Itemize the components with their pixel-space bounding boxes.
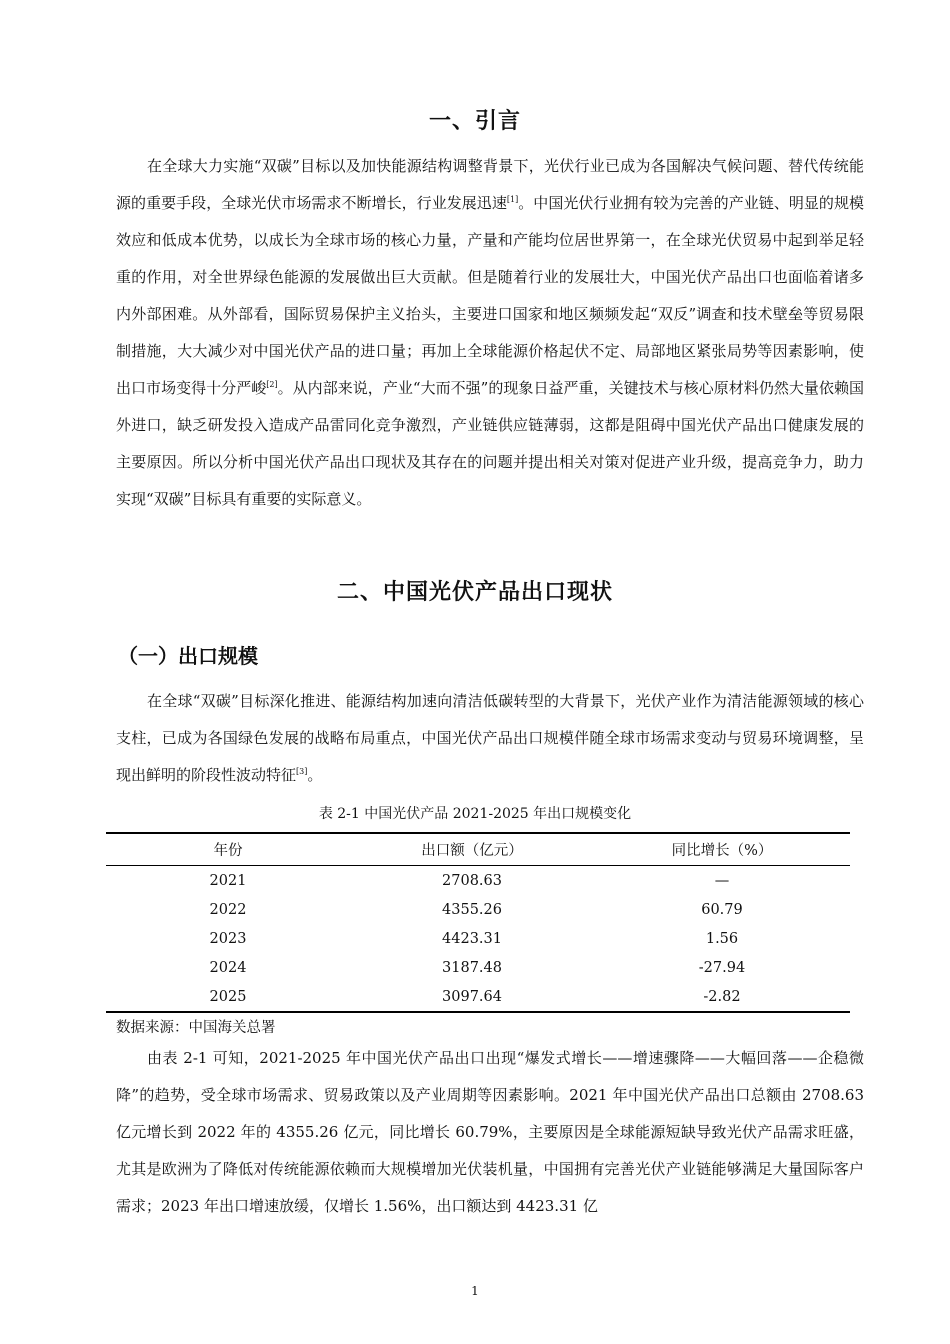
table-data-source: 数据来源：中国海关总署 [116, 1020, 276, 1036]
cell-year: 2021 [209, 872, 247, 889]
export-scale-text: 在全球“双碳”目标深化推进、能源结构加速向清洁低碳转型的大背景下，光伏产业作为清洁能源领域的核心支柱，已成为各国绿色发展的战略布局重点，中国光伏产品出口规模伴随全球市场需求变动与贸易环境调整，呈现出鲜明的阶段性波动特征 [116, 692, 864, 784]
cell-yoy-growth: -2.82 [594, 982, 850, 1012]
cell-export-value: 3187.48 [442, 959, 502, 976]
table-row [106, 982, 850, 1012]
citation-ref-1: [1] [506, 195, 519, 204]
subsection-heading-export-scale: （一）出口规模 [118, 644, 258, 668]
intro-text-part1: 在全球大力实施“双碳”目标以及加快能源结构调整背景下，光伏行业已成为各国解决气候问题、替代传统能源的重要手段，全球光伏市场需求不断增长，行业发展迅速 [116, 157, 864, 212]
cell-export-value: 4355.26 [442, 901, 502, 918]
cell-year: 2022 [209, 901, 247, 918]
table-row [106, 895, 850, 924]
cell-year: 2023 [209, 930, 247, 947]
intro-text-part2: 。中国光伏行业拥有较为完善的产业链、明显的规模效应和低成本优势，以成长为全球市场的核心力量，产量和产能均位居世界第一，在全球光伏贸易中起到举足轻重的作用，对全世界绿色能源的发展做出巨大贡献。但是随着行业的发展壮大，中国光伏产品出口也面临着诸多内外部困难。从外部看，国际贸易保护主义抬头，主要进口国家和地区频频发起“双反”调查和技术壁垒等贸易限制措施，大大减少对中国光伏产品的进口量；再加上全球能源价格起伏不定、局部地区紧张局势等因素影响，使出口市场变得十分严峻 [116, 194, 864, 397]
header-export-value: 出口额（亿元） [350, 833, 594, 866]
table-header-row [106, 833, 850, 866]
header-year: 年份 [106, 833, 350, 866]
table-caption: 表 2-1 中国光伏产品 2021-2025 年出口规模变化 [318, 806, 632, 822]
citation-ref-2: [2] [266, 380, 278, 389]
export-scale-table [106, 832, 850, 1013]
table-row [106, 924, 850, 953]
cell-export-value: 2708.63 [442, 872, 502, 889]
cell-year: 2024 [209, 959, 247, 976]
section-heading-export-status: 二、中国光伏产品出口现状 [336, 580, 613, 605]
citation-ref-3: [3] [296, 767, 308, 776]
cell-yoy-growth: — [714, 872, 730, 889]
cell-yoy-growth: 1.56 [705, 930, 739, 947]
cell-export-value: 3097.64 [350, 982, 594, 1012]
header-yoy-growth: 同比增长（%） [594, 833, 850, 866]
cell-yoy-growth: -27.94 [698, 959, 746, 976]
cell-export-value: 4423.31 [442, 930, 502, 947]
table-row [106, 953, 850, 982]
export-scale-text-end: 。 [307, 766, 323, 784]
cell-year: 2025 [106, 982, 350, 1012]
analysis-paragraph: 由表 2-1 可知，2021-2025 年中国光伏产品出口出现“爆发式增长——增速骤降——大幅回落——企稳微降”的趋势，受全球市场需求、贸易政策以及产业周期等因素影响。2021 年中国光伏产品出口总额由 2708.63 亿元增长到 2022 年的 4355.26 亿元，同比增长 60.79%，主要原因是全球能源短缺导致光伏产品需求旺盛，尤其是欧洲为了降低对传统能源依赖而大规模增加光伏装机量，中国拥有完善光伏产业链能够满足大量国际客户需求；2023 年出口增速放缓，仅增长 1.56%，出口额达到 4423.31 亿 [116, 1049, 864, 1215]
cell-yoy-growth: 60.79 [701, 901, 743, 918]
page-number: 1 [471, 1284, 479, 1298]
intro-text-part3: 。从内部来说，产业“大而不强”的现象日益严重，关键技术与核心原材料仍然大量依赖国外进口，缺乏研发投入造成产品雷同化竞争激烈，产业链供应链薄弱，这都是阻碍中国光伏产品出口健康发展的主要原因。所以分析中国光伏产品出口现状及其存在的问题并提出相关对策对促进产业升级，提高竞争力，助力实现“双碳”目标具有重要的实际意义。 [116, 379, 864, 508]
table-row [106, 866, 850, 896]
export-scale-paragraph [116, 683, 864, 794]
section-heading-introduction: 一、引言 [428, 109, 521, 134]
intro-paragraph [116, 148, 864, 518]
